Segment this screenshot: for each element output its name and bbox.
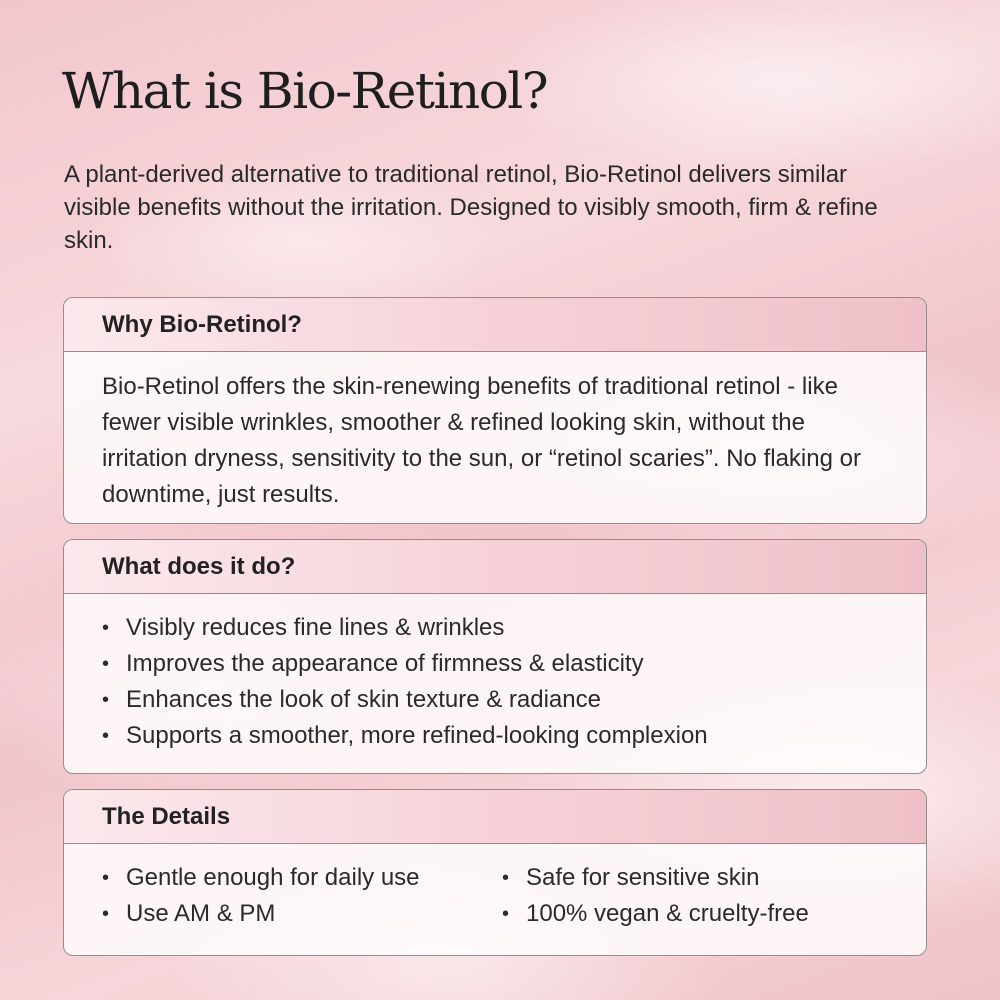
- what-card-title: What does it do?: [102, 552, 296, 580]
- page-title: What is Bio-Retinol?: [62, 62, 548, 120]
- why-card-header: [64, 298, 926, 352]
- details-card-title: The Details: [102, 802, 231, 830]
- list-item: • Safe for sensitive skin: [502, 860, 809, 896]
- details-list-left: [102, 860, 502, 932]
- list-item: • Use AM & PM: [102, 896, 502, 932]
- what-card-body: [64, 594, 926, 754]
- details-columns: [102, 860, 888, 932]
- details-card: [63, 789, 927, 956]
- why-card-title: Why Bio-Retinol?: [102, 310, 302, 338]
- list-item: • Supports a smoother, more refined-looking complexion: [102, 718, 888, 754]
- list-item: • Visibly reduces fine lines & wrinkles: [102, 610, 888, 646]
- why-card-body: [64, 352, 926, 513]
- details-card-body: [64, 844, 926, 932]
- what-card: [63, 539, 927, 774]
- benefits-list: [102, 610, 888, 754]
- list-item: • 100% vegan & cruelty-free: [502, 896, 809, 932]
- list-item: • Improves the appearance of firmness & elasticity: [102, 646, 888, 682]
- what-card-header: [64, 540, 926, 594]
- list-item: • Enhances the look of skin texture & radiance: [102, 682, 888, 718]
- details-list-right: [502, 860, 809, 932]
- details-card-header: [64, 790, 926, 844]
- why-card-text: Bio-Retinol offers the skin-renewing benefits of traditional retinol - like fewer visible wrinkles, smoother & refined looking skin, without the irritation dryness, sensitivity to the sun, or “retinol scaries”. No flaking or downtime, just results.: [102, 373, 861, 508]
- list-item: • Gentle enough for daily use: [102, 860, 502, 896]
- why-card: [63, 297, 927, 524]
- intro-text: A plant-derived alternative to traditional retinol, Bio-Retinol delivers similar visible benefits without the irritation. Designed to visibly smooth, firm & refine skin.: [64, 161, 878, 254]
